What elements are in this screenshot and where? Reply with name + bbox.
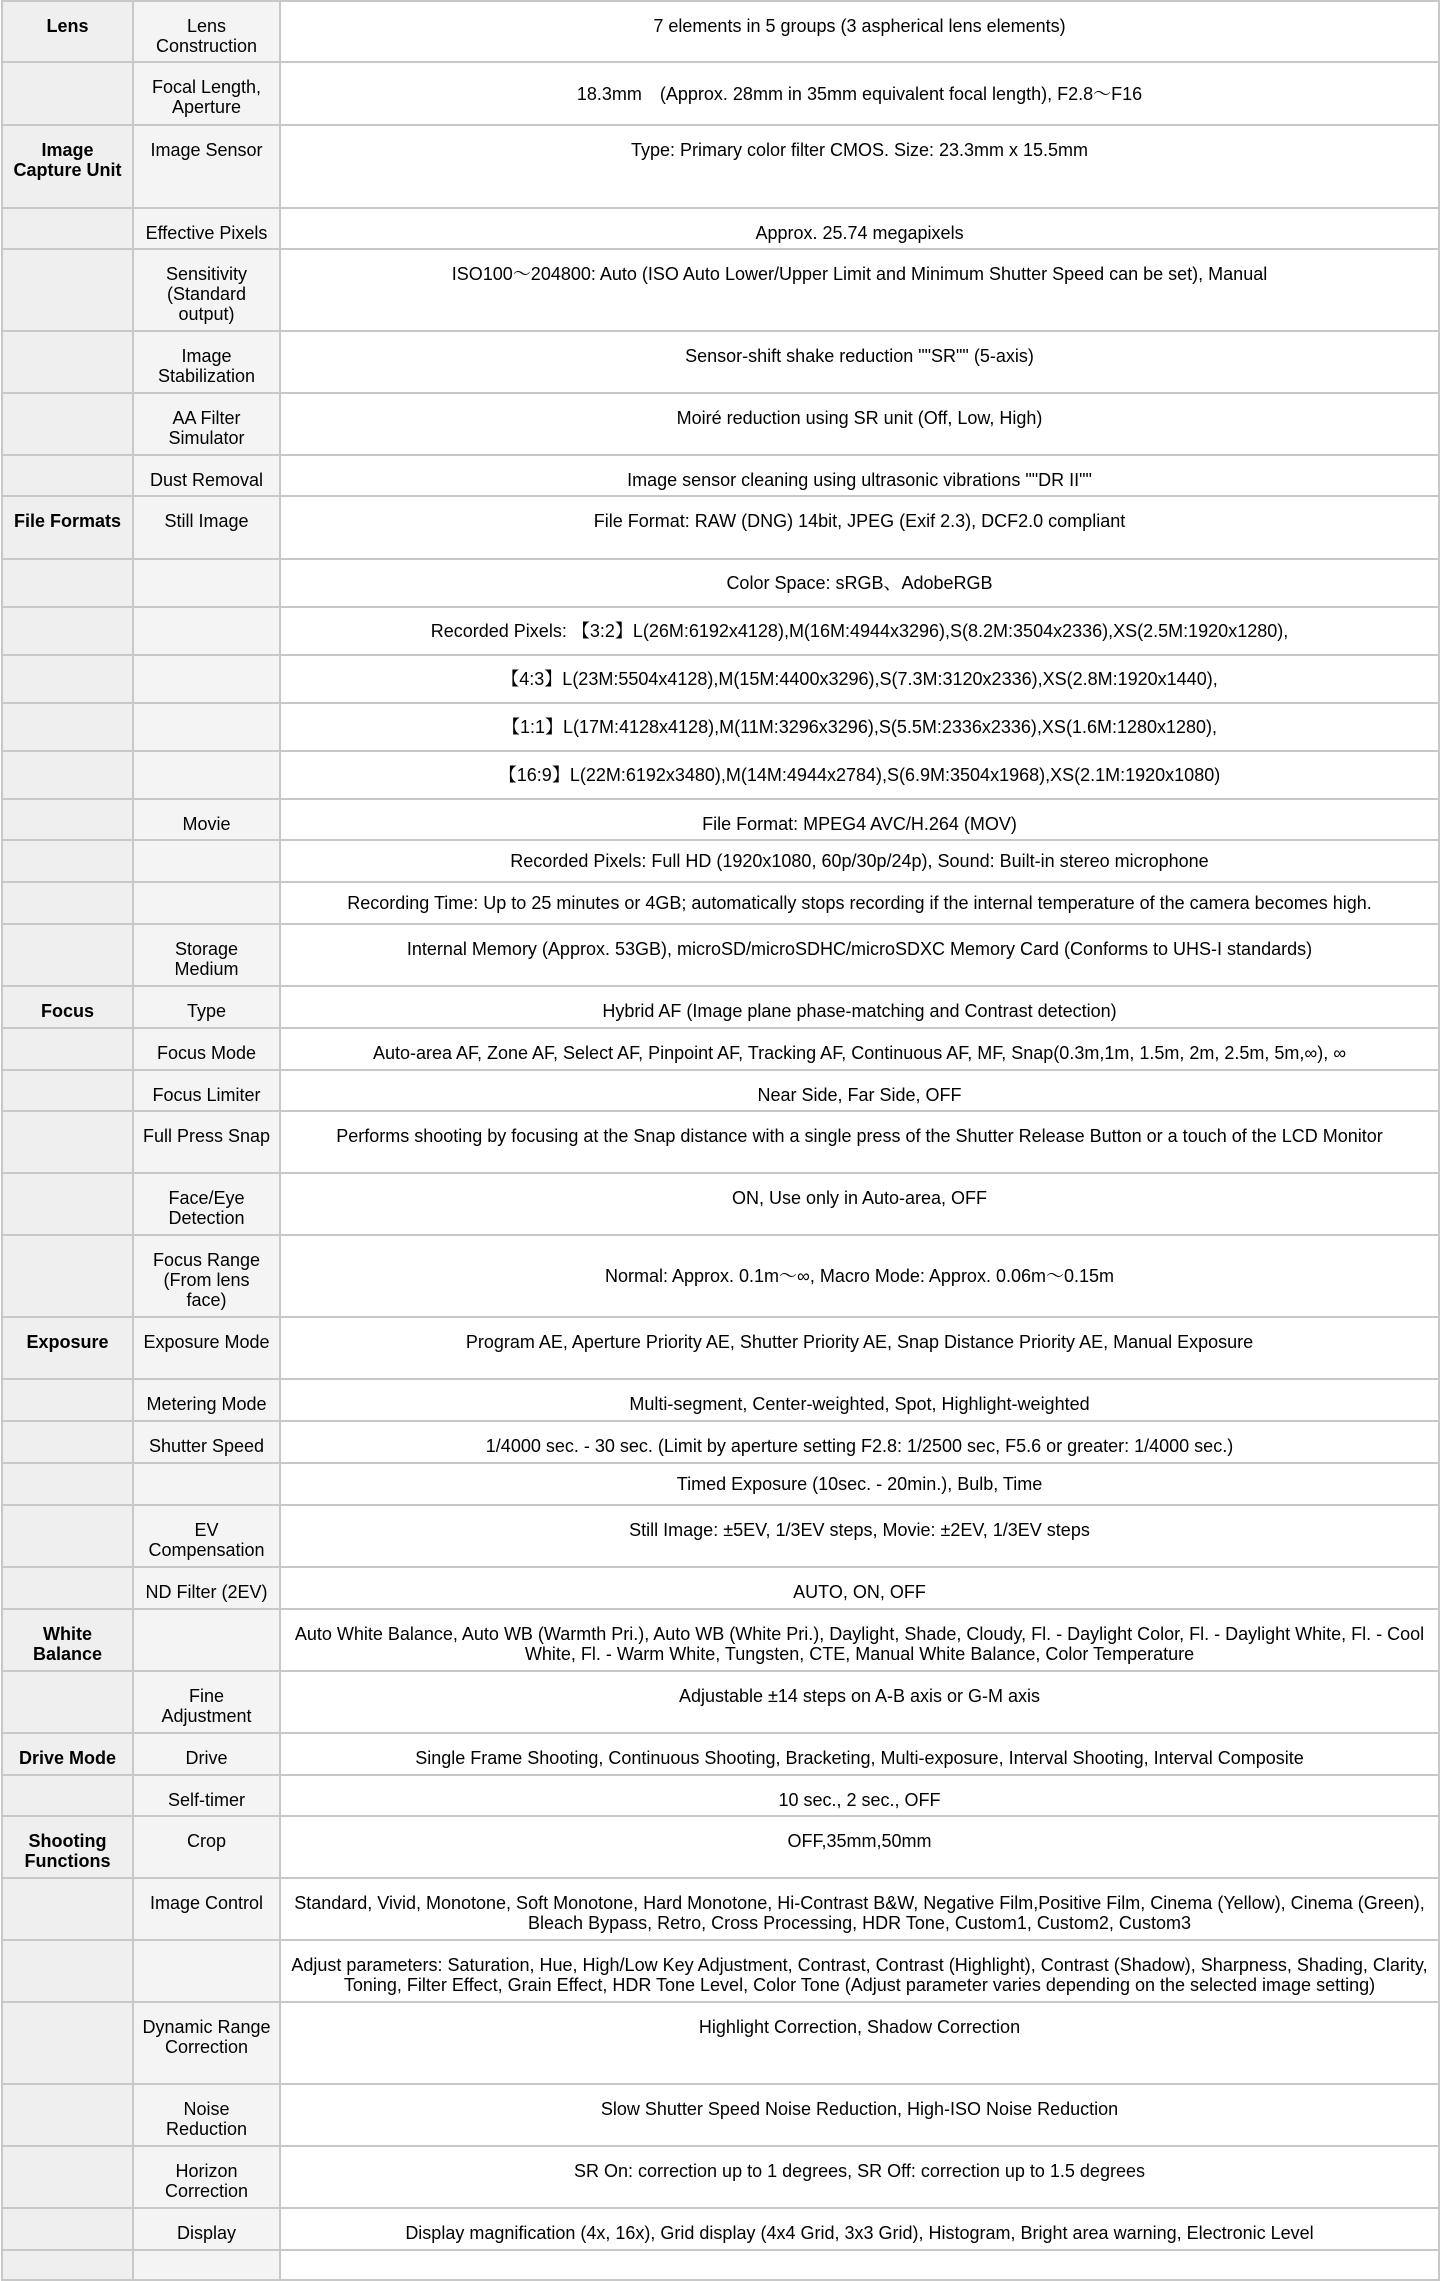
subcategory-cell: Still Image [133,496,280,559]
table-row [2,1609,1439,1671]
table-row [2,393,1439,455]
subcategory-cell: Focus Limiter [133,1070,280,1111]
subcategory-cell: Lens Construction [133,1,280,62]
category-cell [2,840,133,882]
table-row [2,1775,1439,1816]
table-row [2,559,1439,607]
category-cell: File Formats [2,496,133,559]
table-row [2,1111,1439,1173]
value-cell: Adjust parameters: Saturation, Hue, High/Low Key Adjustment, Contrast, Contrast (Highlight), Contrast (Shadow), Sharpness, Shading, Clarity, Toning, Filter Effect, Grain Effect, HDR Tone Level, Color Tone (Adjust parameter varies depending on the selected image setting) [280,1940,1439,2002]
category-cell: Exposure [2,1317,133,1379]
subcategory-cell [133,607,280,655]
table-row [2,924,1439,986]
subcategory-cell [133,840,280,882]
category-cell [2,703,133,751]
subcategory-cell [133,751,280,799]
value-cell: Near Side, Far Side, OFF [280,1070,1439,1111]
subcategory-cell [133,2250,280,2280]
category-cell [2,924,133,986]
value-cell: ISO100～204800: Auto (ISO Auto Lower/Upper Limit and Minimum Shutter Speed can be set), Manual [280,249,1439,331]
category-cell [2,1070,133,1111]
category-cell [2,2146,133,2208]
table-row [2,751,1439,799]
value-cell: Moiré reduction using SR unit (Off, Low, High) [280,393,1439,455]
table-row [2,840,1439,882]
spec-table [1,0,1440,2281]
table-row [2,1028,1439,1070]
value-cell: Auto-area AF, Zone AF, Select AF, Pinpoint AF, Tracking AF, Continuous AF, MF, Snap(0.3m,1m, 1.5m, 2m, 2.5m, 5m,∞), ∞ [280,1028,1439,1070]
table-row [2,1505,1439,1567]
table-row [2,1,1439,62]
value-cell: Adjustable ±14 steps on A-B axis or G-M axis [280,1671,1439,1733]
subcategory-cell: Noise Reduction [133,2084,280,2146]
subcategory-cell: Self-timer [133,1775,280,1816]
table-row [2,496,1439,559]
subcategory-cell: Full Press Snap [133,1111,280,1173]
category-cell [2,249,133,331]
subcategory-cell: Exposure Mode [133,1317,280,1379]
category-cell [2,2208,133,2250]
subcategory-cell: EV Compensation [133,1505,280,1567]
subcategory-cell: Display [133,2208,280,2250]
category-cell [2,331,133,393]
category-cell: Focus [2,986,133,1028]
value-cell: Single Frame Shooting, Continuous Shooting, Bracketing, Multi-exposure, Interval Shooting, Interval Composite [280,1733,1439,1775]
table-row [2,2084,1439,2146]
value-cell: Still Image: ±5EV, 1/3EV steps, Movie: ±2EV, 1/3EV steps [280,1505,1439,1567]
category-cell [2,1235,133,1317]
category-cell: White Balance [2,1609,133,1671]
subcategory-cell: Effective Pixels [133,208,280,249]
subcategory-cell: Image Control [133,1878,280,1940]
subcategory-cell: Focus Range (From lens face) [133,1235,280,1317]
category-cell [2,2250,133,2280]
table-row [2,1940,1439,2002]
category-cell: Drive Mode [2,1733,133,1775]
subcategory-cell: Metering Mode [133,1379,280,1421]
value-cell: 【4:3】L(23M:5504x4128),M(15M:4400x3296),S(7.3M:3120x2336),XS(2.8M:1920x1440), [280,655,1439,703]
value-cell: Internal Memory (Approx. 53GB), microSD/microSDHC/microSDXC Memory Card (Conforms to UHS-I standards) [280,924,1439,986]
category-cell [2,1463,133,1505]
category-cell [2,2002,133,2084]
value-cell: Multi-segment, Center-weighted, Spot, Highlight-weighted [280,1379,1439,1421]
table-row [2,125,1439,208]
table-row [2,62,1439,125]
value-cell: OFF,35mm,50mm [280,1816,1439,1878]
table-row [2,1070,1439,1111]
value-cell [280,2250,1439,2280]
subcategory-cell: Storage Medium [133,924,280,986]
category-cell [2,1028,133,1070]
table-row [2,607,1439,655]
value-cell: Image sensor cleaning using ultrasonic vibrations ""DR II"" [280,455,1439,496]
table-row [2,986,1439,1028]
subcategory-cell [133,882,280,924]
subcategory-cell: Movie [133,799,280,840]
subcategory-cell [133,1463,280,1505]
value-cell: Performs shooting by focusing at the Snap distance with a single press of the Shutter Release Button or a touch of the LCD Monitor [280,1111,1439,1173]
value-cell: AUTO, ON, OFF [280,1567,1439,1609]
table-row [2,455,1439,496]
table-row [2,1173,1439,1235]
table-row [2,249,1439,331]
table-row [2,882,1439,924]
category-cell [2,1775,133,1816]
category-cell [2,1940,133,2002]
category-cell [2,1173,133,1235]
table-row [2,1671,1439,1733]
value-cell: 【1:1】L(17M:4128x4128),M(11M:3296x3296),S(5.5M:2336x2336),XS(1.6M:1280x1280), [280,703,1439,751]
value-cell: File Format: MPEG4 AVC/H.264 (MOV) [280,799,1439,840]
table-row [2,2208,1439,2250]
table-row [2,655,1439,703]
table-row [2,1379,1439,1421]
category-cell [2,208,133,249]
table-row [2,703,1439,751]
value-cell: 7 elements in 5 groups (3 aspherical lens elements) [280,1,1439,62]
subcategory-cell: Fine Adjustment [133,1671,280,1733]
category-cell [2,1671,133,1733]
subcategory-cell [133,703,280,751]
value-cell: Timed Exposure (10sec. - 20min.), Bulb, Time [280,1463,1439,1505]
subcategory-cell: Dynamic Range Correction [133,2002,280,2084]
subcategory-cell: Face/Eye Detection [133,1173,280,1235]
table-row [2,1421,1439,1463]
value-cell: 10 sec., 2 sec., OFF [280,1775,1439,1816]
category-cell: Lens [2,1,133,62]
subcategory-cell [133,1940,280,2002]
category-cell [2,1878,133,1940]
value-cell: ON, Use only in Auto-area, OFF [280,1173,1439,1235]
table-row [2,799,1439,840]
subcategory-cell: Dust Removal [133,455,280,496]
table-row [2,1878,1439,1940]
value-cell: Hybrid AF (Image plane phase-matching and Contrast detection) [280,986,1439,1028]
subcategory-cell: Image Sensor [133,125,280,208]
category-cell [2,62,133,125]
table-row [2,1463,1439,1505]
spec-table-body [2,1,1439,2280]
value-cell: Type: Primary color filter CMOS. Size: 23.3mm x 15.5mm [280,125,1439,208]
category-cell [2,1111,133,1173]
category-cell [2,455,133,496]
category-cell [2,607,133,655]
table-row [2,2250,1439,2280]
table-row [2,1235,1439,1317]
category-cell [2,799,133,840]
value-cell: Recording Time: Up to 25 minutes or 4GB; automatically stops recording if the internal temperature of the camera becomes high. [280,882,1439,924]
value-cell: Color Space: sRGB、AdobeRGB [280,559,1439,607]
value-cell: Sensor-shift shake reduction ""SR"" (5-axis) [280,331,1439,393]
subcategory-cell: Focal Length, Aperture [133,62,280,125]
subcategory-cell [133,1609,280,1671]
table-row [2,1567,1439,1609]
subcategory-cell: Crop [133,1816,280,1878]
subcategory-cell: AA Filter Simulator [133,393,280,455]
value-cell: Recorded Pixels: 【3:2】L(26M:6192x4128),M(16M:4944x3296),S(8.2M:3504x2336),XS(2.5M:1920x1280), [280,607,1439,655]
subcategory-cell [133,559,280,607]
category-cell: Shooting Functions [2,1816,133,1878]
table-row [2,1317,1439,1379]
value-cell: File Format: RAW (DNG) 14bit, JPEG (Exif 2.3), DCF2.0 compliant [280,496,1439,559]
category-cell [2,882,133,924]
subcategory-cell [133,655,280,703]
value-cell: Approx. 25.74 megapixels [280,208,1439,249]
category-cell [2,2084,133,2146]
category-cell [2,751,133,799]
table-row [2,2002,1439,2084]
subcategory-cell: Image Stabilization [133,331,280,393]
value-cell: Highlight Correction, Shadow Correction [280,2002,1439,2084]
value-cell: Standard, Vivid, Monotone, Soft Monotone, Hard Monotone, Hi-Contrast B&W, Negative Film,Positive Film, Cinema (Yellow), Cinema (Green), Bleach Bypass, Retro, Cross Processing, HDR Tone, Custom1, Custom2, Custom3 [280,1878,1439,1940]
value-cell: Program AE, Aperture Priority AE, Shutter Priority AE, Snap Distance Priority AE, Manual Exposure [280,1317,1439,1379]
category-cell [2,1567,133,1609]
value-cell: SR On: correction up to 1 degrees, SR Off: correction up to 1.5 degrees [280,2146,1439,2208]
subcategory-cell: ND Filter (2EV) [133,1567,280,1609]
category-cell [2,1505,133,1567]
value-cell: 【16:9】L(22M:6192x3480),M(14M:4944x2784),S(6.9M:3504x1968),XS(2.1M:1920x1080) [280,751,1439,799]
value-cell: Slow Shutter Speed Noise Reduction, High-ISO Noise Reduction [280,2084,1439,2146]
category-cell [2,393,133,455]
value-cell: Normal: Approx. 0.1m～∞, Macro Mode: Approx. 0.06m～0.15m [280,1235,1439,1317]
subcategory-cell: Type [133,986,280,1028]
category-cell [2,655,133,703]
subcategory-cell: Sensitivity (Standard output) [133,249,280,331]
value-cell: Display magnification (4x, 16x), Grid display (4x4 Grid, 3x3 Grid), Histogram, Bright area warning, Electronic Level [280,2208,1439,2250]
value-cell: Recorded Pixels: Full HD (1920x1080, 60p/30p/24p), Sound: Built-in stereo microphone [280,840,1439,882]
subcategory-cell: Shutter Speed [133,1421,280,1463]
subcategory-cell: Drive [133,1733,280,1775]
subcategory-cell: Focus Mode [133,1028,280,1070]
subcategory-cell: Horizon Correction [133,2146,280,2208]
value-cell: 1/4000 sec. - 30 sec. (Limit by aperture setting F2.8: 1/2500 sec, F5.6 or greater: 1/4000 sec.) [280,1421,1439,1463]
category-cell [2,1379,133,1421]
table-row [2,1816,1439,1878]
category-cell [2,559,133,607]
category-cell [2,1421,133,1463]
table-row [2,208,1439,249]
value-cell: 18.3mm (Approx. 28mm in 35mm equivalent focal length), F2.8～F16 [280,62,1439,125]
table-row [2,331,1439,393]
category-cell: Image Capture Unit [2,125,133,208]
table-row [2,2146,1439,2208]
value-cell: Auto White Balance, Auto WB (Warmth Pri.), Auto WB (White Pri.), Daylight, Shade, Cloudy, Fl. - Daylight Color, Fl. - Daylight White, Fl. - Cool White, Fl. - Warm White, Tungsten, CTE, Manual White Balance, Color Temperature [280,1609,1439,1671]
table-row [2,1733,1439,1775]
